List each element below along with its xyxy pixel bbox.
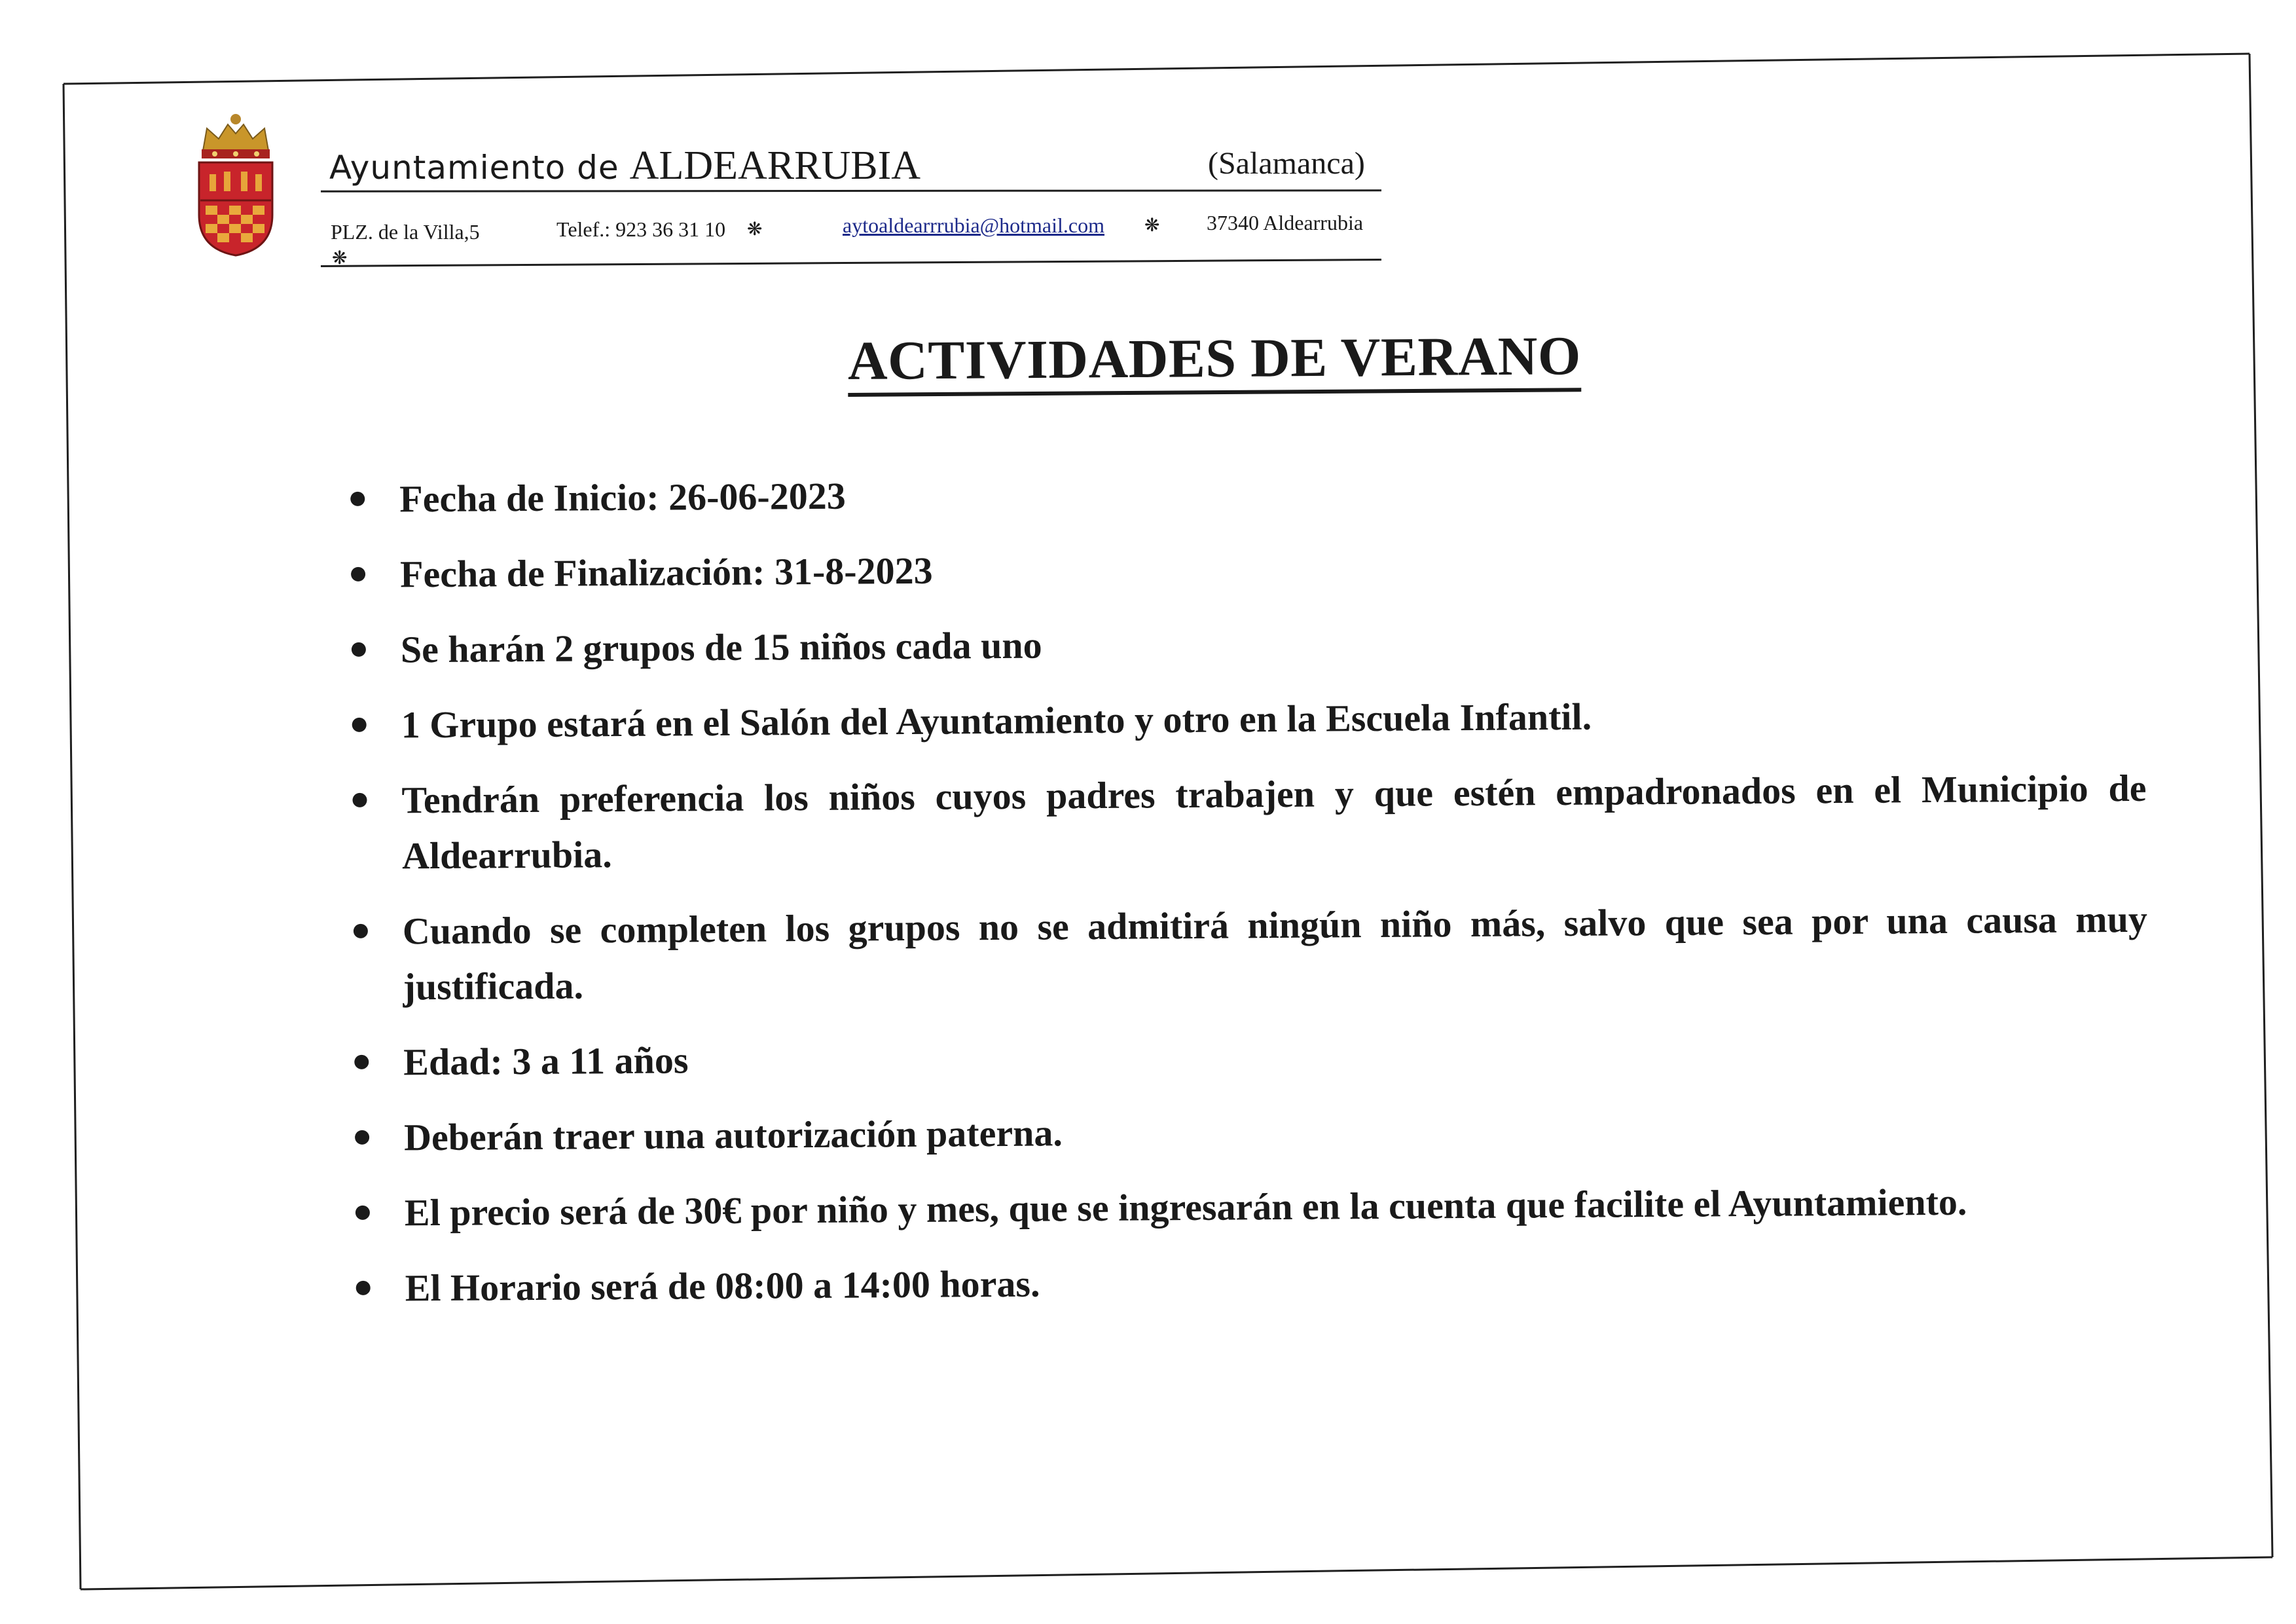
list-item xyxy=(344,534,2145,602)
separator-asterisk-icon: ❋ xyxy=(332,247,348,268)
list-item-text: Se harán 2 grupos de 15 niños cada uno xyxy=(400,623,1042,671)
coat-of-arms-icon xyxy=(194,110,278,257)
postal-text: 37340 Aldearrubia xyxy=(1207,211,1364,234)
list-item-text: Tendrán preferencia los niños cuyos padres trabajen y que estén empadronados en el Municipio de Aldearrubia. xyxy=(401,766,2147,877)
municipality-name: ALDEARRUBIA xyxy=(629,143,920,188)
separator-asterisk-icon: ❋ xyxy=(1144,214,1160,236)
bullet-icon xyxy=(351,567,365,581)
bullet-icon xyxy=(350,492,365,506)
list-item-text: El precio será de 30€ por niño y mes, que se ingresarán en la cuenta que facilite el Ayuntamiento. xyxy=(404,1180,1967,1234)
bullet-icon xyxy=(354,924,368,938)
list-item-text: 1 Grupo estará en el Salón del Ayuntamiento y otro en la Escuela Infantil. xyxy=(401,695,1592,747)
list-item-text: Deberán traer una autorización paterna. xyxy=(403,1111,1063,1159)
phone-text: Telef.: 923 36 31 10 xyxy=(556,217,726,241)
bullet-icon xyxy=(356,1281,371,1295)
province-label: (Salamanca) xyxy=(1208,146,1365,181)
list-item xyxy=(345,685,2146,753)
list-item xyxy=(347,891,2148,1015)
address-text: PLZ. de la Villa,5 xyxy=(331,220,480,244)
notice-title: ACTIVIDADES DE VERANO xyxy=(848,329,1581,397)
list-item-text: Fecha de Inicio: 26-06-2023 xyxy=(399,474,846,521)
list-item xyxy=(349,1173,2150,1241)
activities-list xyxy=(344,459,2150,1336)
list-item-text: Fecha de Finalización: 31-8-2023 xyxy=(399,549,933,596)
list-item-text: Edad: 3 a 11 años xyxy=(403,1039,689,1084)
list-item-text: Cuando se completen los grupos no se admitirá ningún niño más, salvo que sea por una causa muy justificada. xyxy=(402,897,2148,1008)
bullet-icon xyxy=(354,1055,369,1069)
email-link[interactable]: aytoaldearrrubia@hotmail.com xyxy=(843,213,1104,237)
list-item-text: El Horario será de 08:00 a 14:00 horas. xyxy=(405,1262,1040,1310)
list-item xyxy=(344,459,2145,527)
bullet-icon xyxy=(355,1130,369,1145)
list-item xyxy=(345,610,2146,678)
list-item xyxy=(348,1098,2149,1166)
separator-asterisk-icon: ❋ xyxy=(747,218,763,240)
municipality-prefix: Ayuntamiento de xyxy=(329,149,619,187)
list-item xyxy=(349,1248,2150,1316)
bullet-icon xyxy=(352,642,366,657)
list-item xyxy=(346,760,2147,884)
bullet-icon xyxy=(352,718,367,732)
list-item xyxy=(348,1022,2149,1090)
bullet-icon xyxy=(352,793,367,807)
bullet-icon xyxy=(355,1206,370,1220)
municipality-title xyxy=(329,145,920,186)
